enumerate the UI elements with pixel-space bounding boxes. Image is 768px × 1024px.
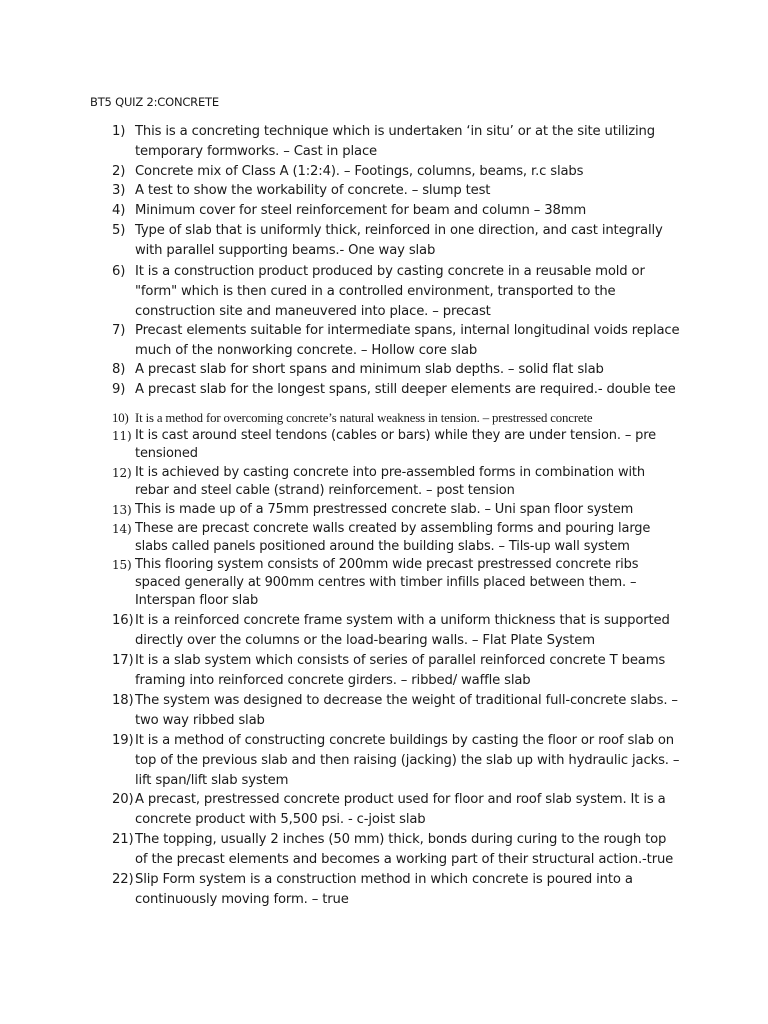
list-item — [112, 181, 682, 201]
item-number: 13) — [112, 503, 132, 517]
list-item — [112, 731, 682, 790]
item-number: 14) — [112, 522, 132, 536]
document-title: BT5 QUIZ 2:CONCRETE — [90, 95, 219, 109]
item-text: A precast slab for short spans and minimum slab depths. – solid flat slab — [135, 362, 604, 377]
list-item — [112, 162, 682, 182]
item-text: It is a construction product produced by casting concrete in a reusable mold or "form" which is then cured in a controlled environment, transported to the construction site and maneuvered into place. – precast — [135, 264, 645, 319]
item-number: 1) — [112, 124, 126, 139]
item-number: 7) — [112, 323, 126, 338]
list-item — [112, 790, 682, 830]
list-item — [112, 651, 682, 691]
list-item — [112, 360, 682, 380]
item-text: Type of slab that is uniformly thick, reinforced in one direction, and cast integrally with parallel supporting beams.- One way slab — [135, 223, 663, 258]
item-text: The system was designed to decrease the weight of traditional full-concrete slabs. – two way ribbed slab — [135, 693, 678, 728]
item-number: 21) — [112, 832, 134, 847]
list-item — [112, 380, 682, 400]
item-number: 18) — [112, 693, 134, 708]
item-number: 10) — [112, 411, 129, 425]
item-number: 22) — [112, 872, 134, 887]
item-text: A precast, prestressed concrete product used for floor and roof slab system. It is a concrete product with 5,500 psi. - c-joist slab — [135, 792, 666, 827]
item-number: 11) — [112, 429, 132, 443]
item-text: Slip Form system is a construction method in which concrete is poured into a continuously moving form. – true — [135, 872, 633, 907]
item-text: These are precast concrete walls created by assembling forms and pouring large slabs called panels positioned around the building slabs. – Tils-up wall system — [135, 521, 651, 555]
item-number: 17) — [112, 653, 134, 668]
item-number: 4) — [112, 203, 126, 218]
item-text: Precast elements suitable for intermediate spans, internal longitudinal voids replace much of the nonworking concrete. – Hollow core slab — [135, 323, 680, 358]
item-number: 9) — [112, 382, 126, 397]
item-text: Concrete mix of Class A (1:2:4). – Footings, columns, beams, r.c slabs — [135, 164, 584, 179]
item-text: Minimum cover for steel reinforcement for beam and column – 38mm — [135, 203, 587, 218]
item-text: It is cast around steel tendons (cables or bars) while they are under tension. – pre tensioned — [135, 428, 657, 462]
item-number: 3) — [112, 183, 126, 198]
item-text: A precast slab for the longest spans, still deeper elements are required.- double tee — [135, 382, 676, 397]
list-item — [112, 556, 682, 611]
list-item — [112, 830, 682, 870]
list-item — [112, 122, 682, 162]
item-text: It is a reinforced concrete frame system with a uniform thickness that is supported directly over the columns or the load-bearing walls. – Flat Plate System — [135, 613, 670, 648]
item-text: This is made up of a 75mm prestressed concrete slab. – Uni span floor system — [135, 502, 634, 517]
list-item — [112, 427, 682, 463]
item-text: It is a slab system which consists of series of parallel reinforced concrete T beams framing into reinforced concrete girders. – ribbed/ waffle slab — [135, 653, 666, 688]
item-text: It is achieved by casting concrete into pre-assembled forms in combination with rebar and steel cable (strand) reinforcement. – post tension — [135, 465, 645, 499]
item-number: 5) — [112, 223, 126, 238]
list-item — [112, 221, 682, 261]
item-number: 16) — [112, 613, 134, 628]
item-text: It is a method for overcoming concrete’s natural weakness in tension. – prestressed concrete — [135, 411, 593, 425]
item-number: 19) — [112, 733, 134, 748]
item-text: This flooring system consists of 200mm wide precast prestressed concrete ribs spaced generally at 900mm centres with timber infills placed between them. – Interspan floor slab — [135, 557, 639, 609]
list-item — [112, 262, 682, 321]
list-item — [112, 691, 682, 731]
list-item — [112, 520, 682, 556]
item-number: 20) — [112, 792, 134, 807]
list-item — [112, 321, 682, 361]
list-item — [112, 501, 682, 519]
item-number: 12) — [112, 466, 132, 480]
list-item — [112, 464, 682, 500]
list-item — [112, 409, 682, 429]
item-number: 6) — [112, 264, 126, 279]
item-text: A test to show the workability of concrete. – slump test — [135, 183, 491, 198]
list-item — [112, 870, 682, 910]
item-number: 2) — [112, 164, 126, 179]
item-text: This is a concreting technique which is undertaken ‘in situ’ or at the site utilizing temporary formworks. – Cast in place — [135, 124, 655, 159]
item-text: The topping, usually 2 inches (50 mm) thick, bonds during curing to the rough top of the precast elements and becomes a working part of their structural action.-true — [135, 832, 674, 867]
item-number: 15) — [112, 558, 132, 572]
item-number: 8) — [112, 362, 126, 377]
item-text: It is a method of constructing concrete buildings by casting the floor or roof slab on top of the previous slab and then raising (jacking) the slab up with hydraulic jacks. – lift span/lift slab system — [135, 733, 680, 788]
list-item — [112, 201, 682, 221]
list-item — [112, 611, 682, 651]
